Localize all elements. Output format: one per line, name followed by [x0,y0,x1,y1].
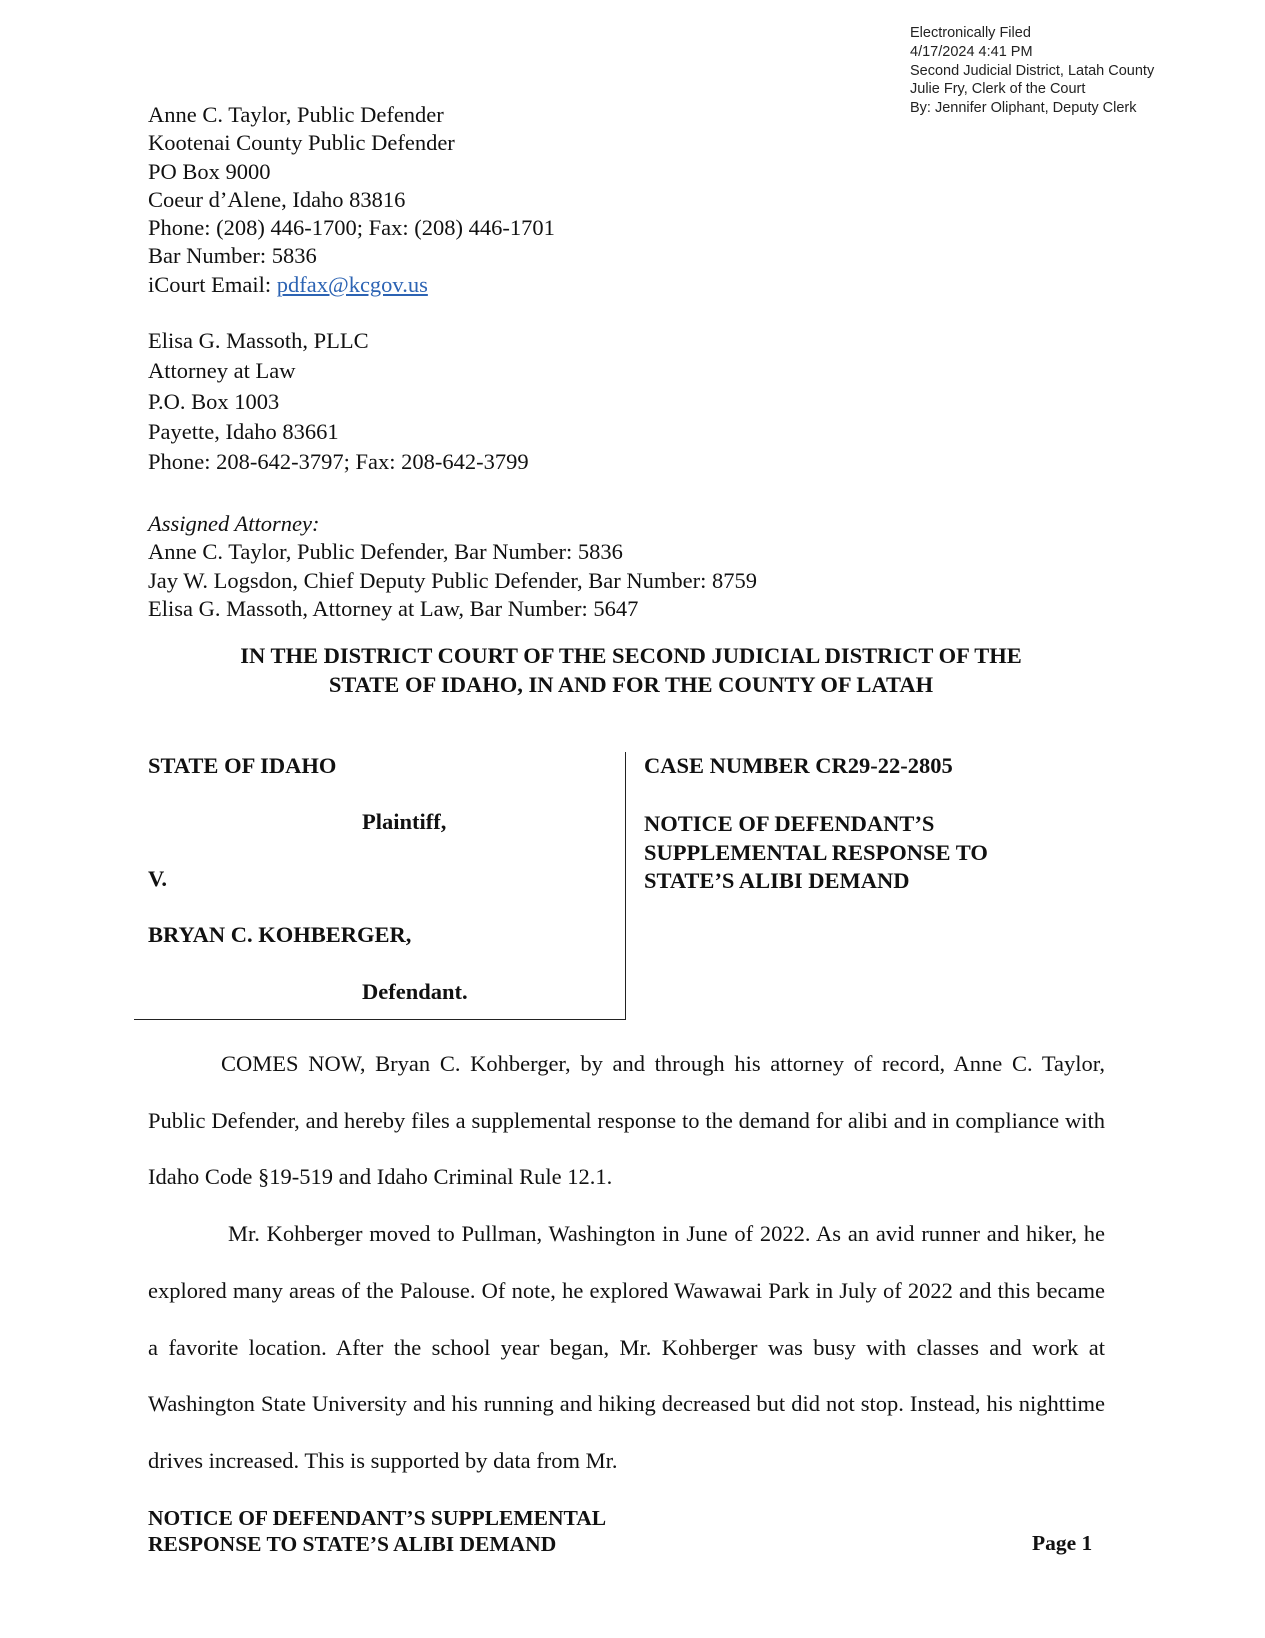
versus-label: V. [148,866,167,891]
caption-divider-vertical [625,752,626,1020]
stamp-line: Second Judicial District, Latah County [910,62,1155,79]
defendant-name: BRYAN C. KOHBERGER, [148,922,412,947]
body-paragraph: Mr. Kohberger moved to Pullman, Washington in June of 2022. As an avid runner and hiker, he explored many areas of the Palouse. Of note, he explored Wawawai Park in July of 2022 and this became a favorite location. After the school year began, Mr. Kohberger was busy with classes and work at Washington State University and his running and hiking decreased but did not stop. Instead, his nighttime drives increased. This is supported by data from Mr. [148,1221,1105,1473]
electronic-filing-stamp [910,24,1154,118]
attorney-line: Anne C. Taylor, Public Defender [148,102,444,127]
icourt-email-label: iCourt Email: [148,271,277,297]
assigned-attorney-heading: Assigned Attorney: [148,511,320,536]
attorney-line: Payette, Idaho 83661 [148,418,339,444]
assigned-attorney-line: Jay W. Logsdon, Chief Deputy Public Defender, Bar Number: 8759 [148,567,757,593]
notice-title-line: NOTICE OF DEFENDANT’S [644,811,935,836]
footer-title-line: NOTICE OF DEFENDANT’S SUPPLEMENTAL [148,1506,607,1530]
attorney-line: PO Box 9000 [148,158,271,184]
court-title-line: STATE OF IDAHO, IN AND FOR THE COUNTY OF LATAH [328,671,934,697]
notice-title-line: STATE’S ALIBI DEMAND [644,868,910,893]
attorney-block-public-defender [148,101,555,299]
attorney-line: Attorney at Law [148,358,296,384]
attorney-line: Phone: (208) 446-1700; Fax: (208) 446-1701 [148,215,555,241]
footer-document-title [148,1505,606,1557]
assigned-attorney-line: Elisa G. Massoth, Attorney at Law, Bar Number: 5647 [148,595,639,621]
attorney-line: Elisa G. Massoth, PLLC [148,328,369,353]
attorney-block-massoth [148,326,529,477]
caption-divider-horizontal [134,1019,626,1020]
attorney-line: Kootenai County Public Defender [148,130,455,156]
court-title-line: IN THE DISTRICT COURT OF THE SECOND JUDICIAL DISTRICT OF THE [240,643,1022,668]
stamp-line: Electronically Filed [910,25,1031,41]
plaintiff-name: STATE OF IDAHO [148,753,337,778]
assigned-attorney-block [148,510,757,623]
assigned-attorney-line: Anne C. Taylor, Public Defender, Bar Number: 5836 [148,539,623,565]
body-paragraph: COMES NOW, Bryan C. Kohberger, by and through his attorney of record, Anne C. Taylor, Public Defender, and hereby files a supplemental response to the demand for alibi and in compliance with Idaho Code §19-519 and Idaho Criminal Rule 12.1. [148,1051,1105,1190]
stamp-line: 4/17/2024 4:41 PM [910,43,1033,60]
attorney-line: Coeur d’Alene, Idaho 83816 [148,186,406,212]
stamp-line: By: Jennifer Oliphant, Deputy Clerk [910,100,1137,117]
footer-title-line: RESPONSE TO STATE’S ALIBI DEMAND [148,1532,557,1556]
icourt-email-link[interactable]: pdfax@kcgov.us [276,271,428,297]
icourt-email-line [148,271,555,299]
court-title [130,642,1132,699]
case-number: CASE NUMBER CR29-22-2805 [644,753,953,778]
stamp-line: Julie Fry, Clerk of the Court [910,81,1086,98]
attorney-line: Phone: 208-642-3797; Fax: 208-642-3799 [148,449,529,475]
defendant-label: Defendant. [362,979,468,1004]
notice-title-line: SUPPLEMENTAL RESPONSE TO [644,839,988,865]
page-number: Page 1 [1032,1531,1093,1555]
attorney-line: P.O. Box 1003 [148,388,280,414]
attorney-line: Bar Number: 5836 [148,243,317,269]
document-body [148,1036,1105,1490]
notice-title [644,810,988,896]
plaintiff-label: Plaintiff, [362,809,447,834]
